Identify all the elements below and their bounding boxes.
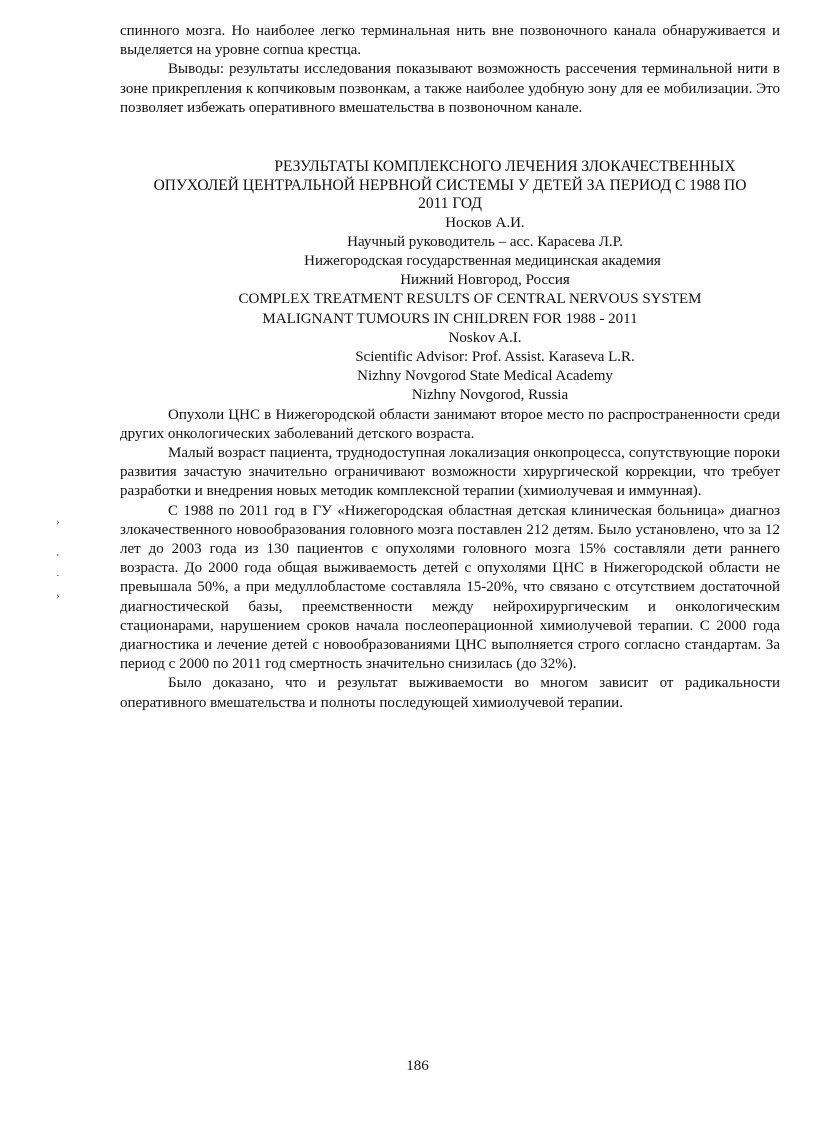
page-number: 186 [406, 1058, 429, 1074]
document-page [120, 22, 780, 713]
body-paragraph-4: Было доказано, что и результат выживаемости во многом зависит от радикальности оперативного вмешательства и полноты последующей химиолучевой терапии. [120, 675, 780, 711]
title-ru-line-1: РЕЗУЛЬТАТЫ КОМПЛЕКСНОГО ЛЕЧЕНИЯ ЗЛОКАЧЕСТВЕННЫХ [274, 158, 736, 176]
margin-specks: › ‧ · › [56, 516, 60, 602]
paragraph-conclusions: Выводы: результаты исследования показывают возможность рассечения терминальной нити в зоне прикрепления к копчиковым позвонкам, а также наиболее удобную зону для ее мобилизации. Это позволяет избежать оперативного вмешательства в позвоночном канале. [120, 61, 780, 116]
city-en: Nizhny Novgorod, Russia [411, 387, 569, 404]
body-paragraph-1: Опухоли ЦНС в Нижегородской области занимают второе место по распространенности среди других онкологических заболеваний детского возраста. [120, 406, 780, 442]
body-paragraph-3: С 1988 по 2011 год в ГУ «Нижегородская областная детская клиническая больница» диагноз злокачественного новообразования головного мозга поставлен 212 детям. Было установлено, что за 12 лет до 2003 года из 130 пациентов с опухолями головного мозга 15% составляли дети раннего возраста. До 2000 года общая выживаемость детей с опухолями ЦНС в Нижегородской области не превышала 50%, а при медуллобластоме составляла 15-20%, что связано с отсутствием достаточной диагностической базы, преемственности между нейрохирургическим и онкологическим стационарами, нарушением сроков начала послеоперационной химиолучевой терапии. С 2000 года диагностика и лечение детей с новообразованиями ЦНС выполняется строго согласно стандартам. За период с 2000 по 2011 год смертность значительно снизилась (до 32%). [120, 502, 780, 673]
author-ru: Носков А.И. [445, 214, 525, 231]
author-en: Noskov A.I. [448, 329, 522, 346]
title-ru-line-3: 2011 ГОД [418, 195, 482, 213]
body-paragraph-2: Малый возраст пациента, труднодоступная локализация онкопроцесса, сопутствующие пороки развития зачастую значительно ограничивают возможности хирургической коррекции, что требует разработки и внедрения новых методик комплексной терапии (химиолучевая и иммунная). [120, 444, 780, 500]
title-ru-line-2: ОПУХОЛЕЙ ЦЕНТРАЛЬНОЙ НЕРВНОЙ СИСТЕМЫ У ДЕТЕЙ ЗА ПЕРИОД С 1988 ПО [153, 176, 747, 194]
paragraph-continued: спинного мозга. Но наиболее легко терминальная нить вне позвоночного канала обнаруживается и выделяется на уровне cornua крестца. [120, 23, 780, 59]
advisor-en: Scientific Advisor: Prof. Assist. Karaseva L.R. [355, 348, 635, 365]
spacer [120, 118, 780, 158]
organization-en: Nizhny Novgorod State Medical Academy [357, 368, 613, 385]
article-header [120, 158, 780, 406]
title-en-line-2: MALIGNANT TUMOURS IN CHILDREN FOR 1988 - 2011 [262, 310, 638, 327]
city-ru: Нижний Новгород, Россия [400, 272, 570, 289]
organization-ru: Нижегородская государственная медицинская академия [304, 252, 661, 269]
title-en-line-1: COMPLEX TREATMENT RESULTS OF CENTRAL NERVOUS SYSTEM [238, 291, 702, 308]
advisor-ru: Научный руководитель – асс. Карасева Л.Р. [347, 233, 623, 250]
